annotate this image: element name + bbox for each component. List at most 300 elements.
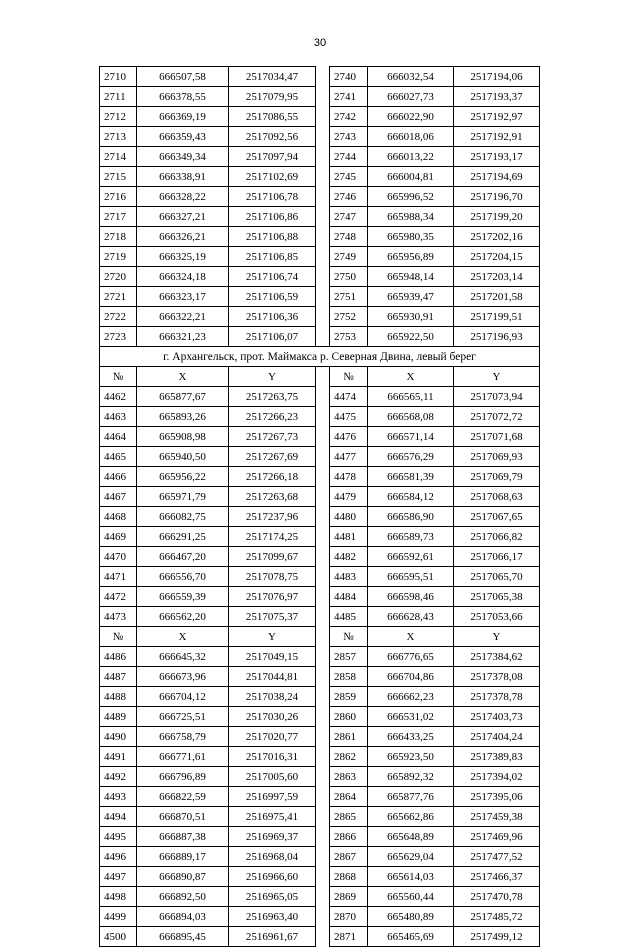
x-coordinate-cell: 665980,35 xyxy=(368,227,454,247)
point-number-cell: 4478 xyxy=(330,467,368,487)
column-gap xyxy=(316,707,330,727)
point-number-cell: 2753 xyxy=(330,327,368,347)
point-number-cell: 4470 xyxy=(100,547,137,567)
point-number-cell: 4479 xyxy=(330,487,368,507)
column-header-x: X xyxy=(368,627,454,647)
point-number-cell: 2710 xyxy=(100,67,137,87)
table-header-row xyxy=(100,367,540,387)
x-coordinate-cell: 666559,39 xyxy=(137,587,229,607)
point-number-cell: 4469 xyxy=(100,527,137,547)
table-row xyxy=(100,727,540,747)
x-coordinate-cell: 666326,21 xyxy=(137,227,229,247)
point-number-cell: 2744 xyxy=(330,147,368,167)
y-coordinate-cell: 2517102,69 xyxy=(229,167,316,187)
table-row xyxy=(100,587,540,607)
x-coordinate-cell: 666565,11 xyxy=(368,387,454,407)
column-header-x: X xyxy=(137,627,229,647)
x-coordinate-cell: 666776,65 xyxy=(368,647,454,667)
y-coordinate-cell: 2517394,02 xyxy=(454,767,540,787)
point-number-cell: 4489 xyxy=(100,707,137,727)
x-coordinate-cell: 666032,54 xyxy=(368,67,454,87)
y-coordinate-cell: 2517470,78 xyxy=(454,887,540,907)
x-coordinate-cell: 666359,43 xyxy=(137,127,229,147)
x-coordinate-cell: 665956,89 xyxy=(368,247,454,267)
point-number-cell: 2750 xyxy=(330,267,368,287)
y-coordinate-cell: 2517459,38 xyxy=(454,807,540,827)
table-row xyxy=(100,887,540,907)
x-coordinate-cell: 666082,75 xyxy=(137,507,229,527)
x-coordinate-cell: 666328,22 xyxy=(137,187,229,207)
table-row xyxy=(100,167,540,187)
y-coordinate-cell: 2517201,58 xyxy=(454,287,540,307)
y-coordinate-cell: 2517005,60 xyxy=(229,767,316,787)
point-number-cell: 2746 xyxy=(330,187,368,207)
x-coordinate-cell: 666291,25 xyxy=(137,527,229,547)
x-coordinate-cell: 666013,22 xyxy=(368,147,454,167)
x-coordinate-cell: 666571,14 xyxy=(368,427,454,447)
table-row xyxy=(100,407,540,427)
x-coordinate-cell: 666890,87 xyxy=(137,867,229,887)
x-coordinate-cell: 665560,44 xyxy=(368,887,454,907)
column-gap xyxy=(316,747,330,767)
coordinates-table xyxy=(99,66,540,947)
x-coordinate-cell: 666433,25 xyxy=(368,727,454,747)
table-row xyxy=(100,247,540,267)
column-gap xyxy=(316,607,330,627)
point-number-cell: 2869 xyxy=(330,887,368,907)
y-coordinate-cell: 2517196,93 xyxy=(454,327,540,347)
point-number-cell: 2715 xyxy=(100,167,137,187)
point-number-cell: 2751 xyxy=(330,287,368,307)
x-coordinate-cell: 665877,76 xyxy=(368,787,454,807)
section-caption-row xyxy=(100,347,540,367)
y-coordinate-cell: 2516997,59 xyxy=(229,787,316,807)
y-coordinate-cell: 2517199,51 xyxy=(454,307,540,327)
x-coordinate-cell: 666889,17 xyxy=(137,847,229,867)
column-header-y: Y xyxy=(454,627,540,647)
point-number-cell: 2723 xyxy=(100,327,137,347)
y-coordinate-cell: 2517106,86 xyxy=(229,207,316,227)
x-coordinate-cell: 666325,19 xyxy=(137,247,229,267)
x-coordinate-cell: 665948,14 xyxy=(368,267,454,287)
point-number-cell: 2859 xyxy=(330,687,368,707)
x-coordinate-cell: 666892,50 xyxy=(137,887,229,907)
column-gap xyxy=(316,807,330,827)
x-coordinate-cell: 665877,67 xyxy=(137,387,229,407)
y-coordinate-cell: 2517079,95 xyxy=(229,87,316,107)
y-coordinate-cell: 2517097,94 xyxy=(229,147,316,167)
point-number-cell: 4492 xyxy=(100,767,137,787)
y-coordinate-cell: 2517263,68 xyxy=(229,487,316,507)
point-number-cell: 4468 xyxy=(100,507,137,527)
point-number-cell: 2863 xyxy=(330,767,368,787)
point-number-cell: 4463 xyxy=(100,407,137,427)
column-gap xyxy=(316,727,330,747)
y-coordinate-cell: 2517395,06 xyxy=(454,787,540,807)
x-coordinate-cell: 666595,51 xyxy=(368,567,454,587)
column-gap xyxy=(316,547,330,567)
x-coordinate-cell: 666327,21 xyxy=(137,207,229,227)
column-gap xyxy=(316,667,330,687)
table-row xyxy=(100,607,540,627)
table-row xyxy=(100,927,540,947)
x-coordinate-cell: 666584,12 xyxy=(368,487,454,507)
x-coordinate-cell: 666018,06 xyxy=(368,127,454,147)
column-gap xyxy=(316,327,330,347)
x-coordinate-cell: 666894,03 xyxy=(137,907,229,927)
table-row xyxy=(100,267,540,287)
point-number-cell: 2867 xyxy=(330,847,368,867)
y-coordinate-cell: 2517106,88 xyxy=(229,227,316,247)
point-number-cell: 2865 xyxy=(330,807,368,827)
y-coordinate-cell: 2517202,16 xyxy=(454,227,540,247)
column-gap xyxy=(316,467,330,487)
x-coordinate-cell: 666338,91 xyxy=(137,167,229,187)
y-coordinate-cell: 2517086,55 xyxy=(229,107,316,127)
point-number-cell: 4466 xyxy=(100,467,137,487)
column-gap xyxy=(316,387,330,407)
column-gap xyxy=(316,287,330,307)
x-coordinate-cell: 665939,47 xyxy=(368,287,454,307)
point-number-cell: 4485 xyxy=(330,607,368,627)
column-gap xyxy=(316,767,330,787)
table-header-row xyxy=(100,627,540,647)
point-number-cell: 2857 xyxy=(330,647,368,667)
point-number-cell: 2712 xyxy=(100,107,137,127)
point-number-cell: 2749 xyxy=(330,247,368,267)
x-coordinate-cell: 666378,55 xyxy=(137,87,229,107)
column-header-x: X xyxy=(368,367,454,387)
column-gap xyxy=(316,247,330,267)
y-coordinate-cell: 2517066,82 xyxy=(454,527,540,547)
column-header-x: X xyxy=(137,367,229,387)
column-gap xyxy=(316,307,330,327)
column-gap xyxy=(316,627,330,647)
y-coordinate-cell: 2516961,67 xyxy=(229,927,316,947)
point-number-cell: 4462 xyxy=(100,387,137,407)
x-coordinate-cell: 666592,61 xyxy=(368,547,454,567)
point-number-cell: 2713 xyxy=(100,127,137,147)
table-row xyxy=(100,147,540,167)
x-coordinate-cell: 666004,81 xyxy=(368,167,454,187)
column-gap xyxy=(316,227,330,247)
column-gap xyxy=(316,447,330,467)
y-coordinate-cell: 2517069,79 xyxy=(454,467,540,487)
x-coordinate-cell: 666598,46 xyxy=(368,587,454,607)
x-coordinate-cell: 665956,22 xyxy=(137,467,229,487)
point-number-cell: 2720 xyxy=(100,267,137,287)
x-coordinate-cell: 666822,59 xyxy=(137,787,229,807)
y-coordinate-cell: 2517384,62 xyxy=(454,647,540,667)
point-number-cell: 2860 xyxy=(330,707,368,727)
x-coordinate-cell: 666645,32 xyxy=(137,647,229,667)
x-coordinate-cell: 666673,96 xyxy=(137,667,229,687)
x-coordinate-cell: 666027,73 xyxy=(368,87,454,107)
y-coordinate-cell: 2517075,37 xyxy=(229,607,316,627)
column-gap xyxy=(316,787,330,807)
table-row xyxy=(100,447,540,467)
column-gap xyxy=(316,687,330,707)
column-gap xyxy=(316,847,330,867)
x-coordinate-cell: 666568,08 xyxy=(368,407,454,427)
column-gap xyxy=(316,527,330,547)
table-row xyxy=(100,867,540,887)
y-coordinate-cell: 2517193,17 xyxy=(454,147,540,167)
x-coordinate-cell: 665465,69 xyxy=(368,927,454,947)
point-number-cell: 4488 xyxy=(100,687,137,707)
y-coordinate-cell: 2517106,59 xyxy=(229,287,316,307)
page-number: 30 xyxy=(313,37,327,49)
y-coordinate-cell: 2517196,70 xyxy=(454,187,540,207)
x-coordinate-cell: 665893,26 xyxy=(137,407,229,427)
x-coordinate-cell: 665971,79 xyxy=(137,487,229,507)
y-coordinate-cell: 2517194,69 xyxy=(454,167,540,187)
y-coordinate-cell: 2517071,68 xyxy=(454,427,540,447)
point-number-cell: 4480 xyxy=(330,507,368,527)
x-coordinate-cell: 665648,89 xyxy=(368,827,454,847)
point-number-cell: 4475 xyxy=(330,407,368,427)
y-coordinate-cell: 2517267,69 xyxy=(229,447,316,467)
point-number-cell: 4500 xyxy=(100,927,137,947)
y-coordinate-cell: 2517034,47 xyxy=(229,67,316,87)
y-coordinate-cell: 2517378,78 xyxy=(454,687,540,707)
column-gap xyxy=(316,107,330,127)
section-caption: г. Архангельск, прот. Маймакса р. Северная Двина, левый берег xyxy=(100,347,540,367)
x-coordinate-cell: 666576,29 xyxy=(368,447,454,467)
y-coordinate-cell: 2517403,73 xyxy=(454,707,540,727)
x-coordinate-cell: 665940,50 xyxy=(137,447,229,467)
point-number-cell: 2864 xyxy=(330,787,368,807)
table-row xyxy=(100,187,540,207)
point-number-cell: 4483 xyxy=(330,567,368,587)
y-coordinate-cell: 2516966,60 xyxy=(229,867,316,887)
point-number-cell: 2711 xyxy=(100,87,137,107)
point-number-cell: 4474 xyxy=(330,387,368,407)
x-coordinate-cell: 665923,50 xyxy=(368,747,454,767)
table-row xyxy=(100,847,540,867)
point-number-cell: 2861 xyxy=(330,727,368,747)
point-number-cell: 4493 xyxy=(100,787,137,807)
point-number-cell: 2868 xyxy=(330,867,368,887)
table-row xyxy=(100,707,540,727)
y-coordinate-cell: 2517044,81 xyxy=(229,667,316,687)
point-number-cell: 2741 xyxy=(330,87,368,107)
column-gap xyxy=(316,887,330,907)
table-row xyxy=(100,807,540,827)
column-header-number: № xyxy=(330,367,368,387)
table-row xyxy=(100,107,540,127)
table-row xyxy=(100,127,540,147)
table-row xyxy=(100,467,540,487)
y-coordinate-cell: 2517069,93 xyxy=(454,447,540,467)
column-gap xyxy=(316,867,330,887)
point-number-cell: 4498 xyxy=(100,887,137,907)
point-number-cell: 2716 xyxy=(100,187,137,207)
table-row xyxy=(100,67,540,87)
point-number-cell: 2718 xyxy=(100,227,137,247)
table-row xyxy=(100,827,540,847)
y-coordinate-cell: 2517073,94 xyxy=(454,387,540,407)
table-row xyxy=(100,87,540,107)
column-header-number: № xyxy=(100,367,137,387)
y-coordinate-cell: 2517078,75 xyxy=(229,567,316,587)
table-row xyxy=(100,527,540,547)
point-number-cell: 4471 xyxy=(100,567,137,587)
y-coordinate-cell: 2517485,72 xyxy=(454,907,540,927)
y-coordinate-cell: 2517053,66 xyxy=(454,607,540,627)
x-coordinate-cell: 666589,73 xyxy=(368,527,454,547)
y-coordinate-cell: 2517378,08 xyxy=(454,667,540,687)
x-coordinate-cell: 666507,58 xyxy=(137,67,229,87)
point-number-cell: 2747 xyxy=(330,207,368,227)
x-coordinate-cell: 666628,43 xyxy=(368,607,454,627)
y-coordinate-cell: 2517204,15 xyxy=(454,247,540,267)
x-coordinate-cell: 665922,50 xyxy=(368,327,454,347)
x-coordinate-cell: 665988,34 xyxy=(368,207,454,227)
column-gap xyxy=(316,507,330,527)
x-coordinate-cell: 666796,89 xyxy=(137,767,229,787)
table-row xyxy=(100,507,540,527)
x-coordinate-cell: 666586,90 xyxy=(368,507,454,527)
point-number-cell: 4494 xyxy=(100,807,137,827)
y-coordinate-cell: 2517389,83 xyxy=(454,747,540,767)
point-number-cell: 4497 xyxy=(100,867,137,887)
y-coordinate-cell: 2517199,20 xyxy=(454,207,540,227)
table-row xyxy=(100,207,540,227)
point-number-cell: 2743 xyxy=(330,127,368,147)
y-coordinate-cell: 2517203,14 xyxy=(454,267,540,287)
y-coordinate-cell: 2516975,41 xyxy=(229,807,316,827)
point-number-cell: 4464 xyxy=(100,427,137,447)
y-coordinate-cell: 2517499,12 xyxy=(454,927,540,947)
column-gap xyxy=(316,407,330,427)
table-row xyxy=(100,487,540,507)
column-gap xyxy=(316,267,330,287)
x-coordinate-cell: 665614,03 xyxy=(368,867,454,887)
column-header-y: Y xyxy=(229,367,316,387)
column-gap xyxy=(316,487,330,507)
x-coordinate-cell: 665908,98 xyxy=(137,427,229,447)
y-coordinate-cell: 2517404,24 xyxy=(454,727,540,747)
point-number-cell: 2858 xyxy=(330,667,368,687)
y-coordinate-cell: 2517106,78 xyxy=(229,187,316,207)
point-number-cell: 2717 xyxy=(100,207,137,227)
table-row xyxy=(100,427,540,447)
y-coordinate-cell: 2517076,97 xyxy=(229,587,316,607)
y-coordinate-cell: 2517469,96 xyxy=(454,827,540,847)
y-coordinate-cell: 2517106,07 xyxy=(229,327,316,347)
x-coordinate-cell: 665930,91 xyxy=(368,307,454,327)
column-gap xyxy=(316,907,330,927)
point-number-cell: 4496 xyxy=(100,847,137,867)
y-coordinate-cell: 2517192,91 xyxy=(454,127,540,147)
y-coordinate-cell: 2517068,63 xyxy=(454,487,540,507)
point-number-cell: 2742 xyxy=(330,107,368,127)
x-coordinate-cell: 666895,45 xyxy=(137,927,229,947)
table-row xyxy=(100,227,540,247)
point-number-cell: 2721 xyxy=(100,287,137,307)
table-row xyxy=(100,687,540,707)
y-coordinate-cell: 2517065,38 xyxy=(454,587,540,607)
column-header-y: Y xyxy=(454,367,540,387)
x-coordinate-cell: 665629,04 xyxy=(368,847,454,867)
point-number-cell: 4486 xyxy=(100,647,137,667)
point-number-cell: 4477 xyxy=(330,447,368,467)
x-coordinate-cell: 666349,34 xyxy=(137,147,229,167)
y-coordinate-cell: 2517237,96 xyxy=(229,507,316,527)
column-gap xyxy=(316,147,330,167)
table-row xyxy=(100,667,540,687)
x-coordinate-cell: 666467,20 xyxy=(137,547,229,567)
y-coordinate-cell: 2517106,36 xyxy=(229,307,316,327)
y-coordinate-cell: 2517020,77 xyxy=(229,727,316,747)
x-coordinate-cell: 666870,51 xyxy=(137,807,229,827)
y-coordinate-cell: 2516968,04 xyxy=(229,847,316,867)
x-coordinate-cell: 666369,19 xyxy=(137,107,229,127)
y-coordinate-cell: 2517092,56 xyxy=(229,127,316,147)
point-number-cell: 4491 xyxy=(100,747,137,767)
point-number-cell: 4482 xyxy=(330,547,368,567)
y-coordinate-cell: 2517194,06 xyxy=(454,67,540,87)
y-coordinate-cell: 2517263,75 xyxy=(229,387,316,407)
x-coordinate-cell: 666581,39 xyxy=(368,467,454,487)
column-header-number: № xyxy=(330,627,368,647)
y-coordinate-cell: 2517477,52 xyxy=(454,847,540,867)
table-row xyxy=(100,307,540,327)
y-coordinate-cell: 2516969,37 xyxy=(229,827,316,847)
x-coordinate-cell: 666887,38 xyxy=(137,827,229,847)
x-coordinate-cell: 666022,90 xyxy=(368,107,454,127)
point-number-cell: 2740 xyxy=(330,67,368,87)
column-gap xyxy=(316,87,330,107)
column-gap xyxy=(316,827,330,847)
y-coordinate-cell: 2517049,15 xyxy=(229,647,316,667)
y-coordinate-cell: 2517106,85 xyxy=(229,247,316,267)
x-coordinate-cell: 666321,23 xyxy=(137,327,229,347)
point-number-cell: 2748 xyxy=(330,227,368,247)
point-number-cell: 2871 xyxy=(330,927,368,947)
point-number-cell: 4473 xyxy=(100,607,137,627)
y-coordinate-cell: 2517106,74 xyxy=(229,267,316,287)
table-row xyxy=(100,787,540,807)
x-coordinate-cell: 665480,89 xyxy=(368,907,454,927)
table-row xyxy=(100,387,540,407)
y-coordinate-cell: 2517066,17 xyxy=(454,547,540,567)
point-number-cell: 4472 xyxy=(100,587,137,607)
point-number-cell: 4487 xyxy=(100,667,137,687)
point-number-cell: 4481 xyxy=(330,527,368,547)
y-coordinate-cell: 2517016,31 xyxy=(229,747,316,767)
table-row xyxy=(100,747,540,767)
y-coordinate-cell: 2517030,26 xyxy=(229,707,316,727)
point-number-cell: 2862 xyxy=(330,747,368,767)
table-row xyxy=(100,767,540,787)
x-coordinate-cell: 666322,21 xyxy=(137,307,229,327)
column-gap xyxy=(316,167,330,187)
y-coordinate-cell: 2517267,73 xyxy=(229,427,316,447)
x-coordinate-cell: 665892,32 xyxy=(368,767,454,787)
x-coordinate-cell: 665996,52 xyxy=(368,187,454,207)
point-number-cell: 4476 xyxy=(330,427,368,447)
x-coordinate-cell: 666704,86 xyxy=(368,667,454,687)
y-coordinate-cell: 2517038,24 xyxy=(229,687,316,707)
column-gap xyxy=(316,927,330,947)
x-coordinate-cell: 666771,61 xyxy=(137,747,229,767)
column-gap xyxy=(316,587,330,607)
point-number-cell: 2745 xyxy=(330,167,368,187)
point-number-cell: 2752 xyxy=(330,307,368,327)
x-coordinate-cell: 666323,17 xyxy=(137,287,229,307)
